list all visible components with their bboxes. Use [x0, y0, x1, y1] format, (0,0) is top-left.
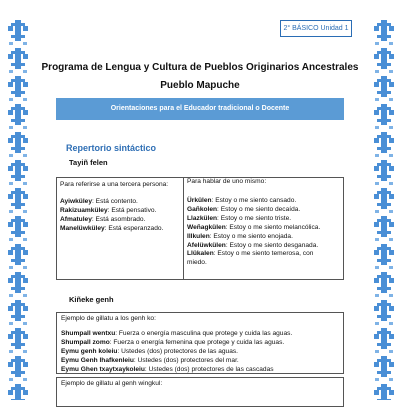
table-right-header: Para hablar de uno mismo:: [187, 178, 267, 185]
list-item: Gañkolen: Estoy o me siento decaída.: [187, 205, 301, 213]
list-item: Ürkülen: Estoy o me siento cansado.: [187, 197, 297, 204]
example-box-header: Ejemplo de gillatu a los genh ko:: [61, 315, 156, 322]
example-list: [61, 330, 343, 375]
section-banner: Orientaciones para el Educador tradicional o Docente: [56, 98, 344, 120]
table-left-list: [60, 198, 180, 234]
mapuche-pattern-border-right-icon: [374, 20, 394, 400]
list-item: Illkulen: Estoy o me siento enojada.: [187, 232, 293, 240]
table-left-header: Para referirse a una tercera persona:: [60, 181, 169, 188]
list-item: Manelüwküley: Está esperanzado.: [60, 224, 164, 232]
list-item: Rakizuamküley: Está pensativo.: [60, 206, 157, 214]
list-item: Afelüwkülen: Estoy o me siento desganada.: [187, 241, 319, 249]
list-item: Eymu Genh lhafkenleiu: Ustedes (dos) protectores del mar.: [61, 356, 239, 364]
table-right-list: [187, 197, 342, 268]
list-item: Eymu Ghen txaytxaykoleiu: Ustedes (dos) protectores de las cascadas: [61, 365, 274, 373]
section-heading: Repertorio sintáctico: [66, 143, 157, 153]
page-title: Programa de Lengua y Cultura de Pueblos Originarios Ancestrales: [41, 62, 359, 73]
phrases-table: [56, 177, 344, 280]
list-item: Shumpall zomo: Fuerza o energía femenina que protege y cuida las aguas.: [61, 338, 285, 346]
subsection-heading-2: Kiñeke genh: [69, 295, 114, 304]
example-box-2-header: Ejemplo de gillatu al genh wingkul:: [61, 380, 163, 387]
list-item: Ayiwküley: Está contento.: [60, 198, 138, 205]
example-box-2: [56, 377, 344, 407]
example-box: [56, 312, 344, 374]
list-item: Llazkülen: Estoy o me siento triste.: [187, 214, 292, 222]
list-item: Shumpall wentxu: Fuerza o energía masculina que protege y cuida las aguas.: [61, 330, 293, 337]
subsection-heading: Tayiñ felen: [69, 158, 108, 167]
list-item-continuation: miedo.: [187, 259, 207, 267]
list-item: Weñagkülen: Estoy o me siento melancólica.: [187, 223, 321, 231]
mapuche-pattern-border-left-icon: [8, 20, 28, 400]
list-item: Llükalen: Estoy o me siento temerosa, con: [187, 250, 314, 258]
list-item: Afmatuley: Está asombrado.: [60, 215, 146, 223]
grade-unit-badge: 2° BÁSICO Unidad 1: [280, 20, 352, 37]
list-item: Eymu genh koleiu: Ustedes (dos) protectores de las aguas.: [61, 347, 239, 355]
table-divider: [183, 178, 184, 279]
page-subtitle: Pueblo Mapuche: [160, 80, 240, 91]
